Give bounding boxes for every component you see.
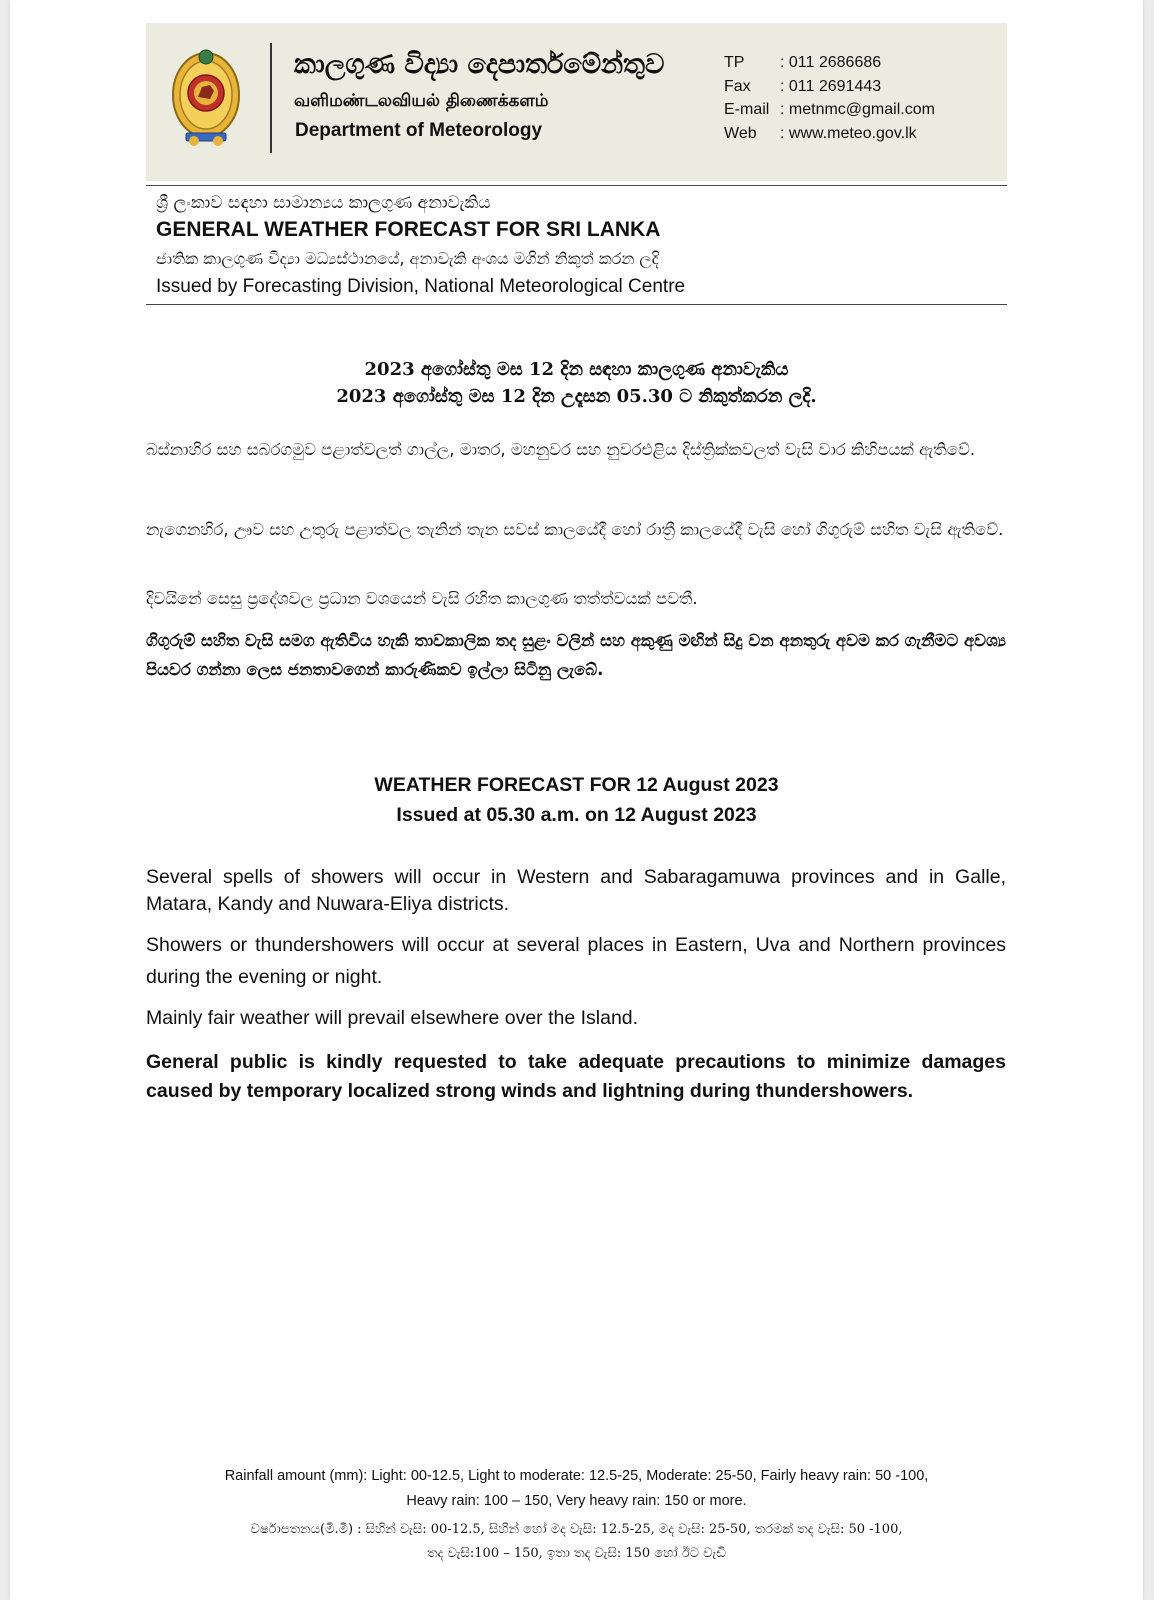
contact-label: Fax [724, 77, 751, 95]
contact-label: E-mail [724, 101, 770, 118]
english-heading-line-2: Issued at 05.30 a.m. on 12 August 2023 [396, 804, 757, 826]
english-paragraph-warning: General public is kindly requested to take adequate precautions to minimize damages caused by temporary localized strong winds and lightning during thundershowers. [146, 1051, 1006, 1102]
english-paragraph-3: Mainly fair weather will prevail elsewhere over the Island. [146, 1007, 639, 1029]
english-forecast-heading [146, 770, 1007, 830]
english-paragraph-2: Showers or thundershowers will occur at several places in Eastern, Uva and Northern provinces during the evening or night. [146, 934, 1006, 988]
department-name-tamil: வளிமண்டலவியல் திணைக்களம் [294, 91, 549, 111]
rainfall-legend-sinhala-line-2: තද වැසි:100 – 150, ඉතා තද වැසි: 150 හෝ ඊට වැඩි [427, 1546, 726, 1561]
rainfall-legend-english-line-1: Rainfall amount (mm): Light: 00-12.5, Light to moderate: 12.5-25, Moderate: 25-50, Fairly heavy rain: 50 -100, [224, 1468, 929, 1484]
contact-value: : www.meteo.gov.lk [780, 124, 917, 142]
rainfall-legend-english [146, 1464, 1007, 1514]
title-bottom-rule [146, 304, 1007, 305]
sinhala-forecast-heading [146, 356, 1007, 410]
contact-phone [724, 51, 935, 75]
sinhala-paragraph-2: නැගෙනහිර, ඌව සහ උතුරු පළාත්වල තැනින් තැන සවස් කාලයේදී හෝ රාත්‍රී කාලයේදී වැසි හෝ ගිගුරුම් සහිත වැසි ඇතිවේ. [146, 520, 1004, 539]
english-paragraph-1: Several spells of showers will occur in Western and Sabaragamuwa provinces and in Galle, Matara, Kandy and Nuwara-Eliya districts. [146, 866, 1006, 915]
rainfall-legend-sinhala [146, 1518, 1007, 1566]
title-sinhala: ශ්‍රී ලංකාව සඳහා සාමාන්‍යය කාලගුණ අනාවැකිය [156, 193, 491, 213]
contact-web [724, 122, 935, 146]
sri-lanka-emblem-icon [170, 45, 242, 149]
contact-fax [724, 75, 935, 99]
sinhala-paragraph-3: දිවයිනේ සෙසු ප්‍රදේශවල ප්‍රධාන වශයෙන් වැසි රහිත කාලගුණ තත්ත්වයක් පවතී. [146, 589, 698, 608]
title-english: GENERAL WEATHER FORECAST FOR SRI LANKA [156, 218, 661, 241]
issued-by-sinhala: ජාතික කාලගුණ විද්‍යා මධ්‍යස්ථානයේ, අනාවැකි අංශය මගින් නිකුත් කරන ලදි [156, 249, 659, 268]
sinhala-paragraph-warning: ගිගුරුම් සහිත වැසි සමග ඇතිවිය හැකි තාවකාලික තද සුළං වලින් සහ අකුණු මඟින් සිදු වන අනතුරු අවම කර ගැනීමට අවශ්‍ය පියවර ගන්නා ලෙස ජනතාවගෙන් කාරුණිකව ඉල්ලා සිටිනු ලැබේ. [146, 631, 1006, 679]
contact-email [724, 98, 935, 122]
department-name-sinhala: කාලගුණ විද්‍යා දෙපාර්තමේන්තුව [294, 49, 665, 80]
title-top-rule [146, 185, 1007, 186]
contact-value: : 011 2686686 [780, 54, 882, 71]
contact-label: Web [724, 124, 757, 142]
english-heading-line-1: WEATHER FORECAST FOR 12 August 2023 [374, 774, 779, 796]
department-name-english: Department of Meteorology [295, 120, 543, 141]
header-divider [270, 43, 272, 153]
letterhead [146, 23, 1007, 181]
rainfall-legend-sinhala-line-1: වර්ෂාපතනය(මි.මී) : සිහින් වැසි: 00-12.5, සිහින් හෝ මද වැසි: 12.5-25, මද වැසි: 25-50, තරමක් තද වැසි: 50 -100, [250, 1522, 903, 1537]
contact-label: TP [724, 54, 745, 71]
contact-details [724, 51, 935, 145]
issued-by-english: Issued by Forecasting Division, National Meteorological Centre [156, 276, 686, 297]
sinhala-paragraph-1: බස්නාහිර සහ සබරගමුව පළාත්වලත් ගාල්ල, මාතර, මහනුවර සහ නුවරඑළිය දිස්ත්‍රික්කවලත් වැසි වාර කිහිපයක් ඇතිවේ. [146, 440, 976, 459]
forecast-title-block [156, 190, 1006, 300]
document-page [10, 0, 1143, 1600]
contact-value: : 011 2691443 [780, 77, 882, 95]
sinhala-heading-line-1: 2023 අගෝස්තු මස 12 දින සඳහා කාලගුණ අනාවැකිය [364, 359, 789, 380]
contact-value: : metnmc@gmail.com [780, 101, 935, 118]
sinhala-heading-line-2: 2023 අගෝස්තු මස 12 දින උදෑසන 05.30 ට නිකුත්කරන ලදි. [336, 386, 817, 407]
rainfall-legend-english-line-2: Heavy rain: 100 – 150, Very heavy rain: 150 or more. [406, 1493, 747, 1509]
